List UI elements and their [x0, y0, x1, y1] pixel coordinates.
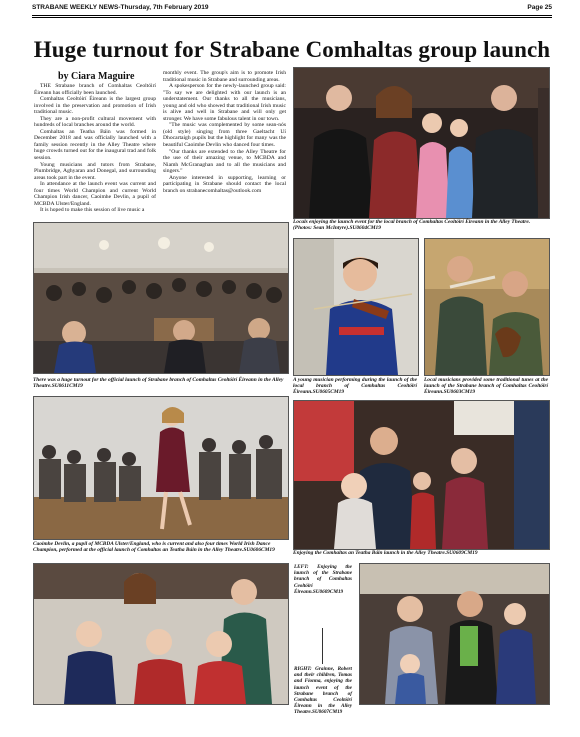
photo-father-child: [293, 400, 550, 550]
paragraph: "The music was complemented by some sean-nós (old style) singing from three Gaeltacht Uí Dhocartaigh pupils but the highlight for many was the beautiful Caoimhe Devlin who danced four times.: [163, 122, 286, 149]
paragraph: monthly event. The group's aim is to promote Irish traditional music in Strabane and surrounding areas.: [163, 70, 286, 83]
paragraph: "Our thanks are extended to the Alley Theatre for the use of their amazing venue, to MCBDA and Niamh McGranaghan and to all the musicians and singers.": [163, 148, 286, 175]
article-column-2: [163, 70, 286, 194]
caption-left-note: LEFT: Enjoying the launch of the Strabane branch of Comhaltas Ceoltóirí Éireann.SU0609CM19: [294, 564, 352, 595]
paragraph: It is hoped to make this session of live music a: [40, 207, 145, 214]
paragraph: Comhaltas Ceoltóirí Éireann is the largest group involved in the preservation and promotion of Irish traditional music.: [34, 96, 156, 116]
photo-dancer: [33, 396, 289, 540]
caption-violinist: A young musician performing during the launch of the local branch of Comhaltas Ceoltóirí Éireann.SU0605CM19: [293, 377, 417, 396]
photo-musicians: [424, 238, 550, 376]
byline: by Ciara Maguire: [58, 71, 135, 82]
article-column-1: [34, 83, 156, 214]
page-header: [32, 4, 552, 14]
paragraph: THE Strabane branch of Comhaltas Ceoltóirí Éireann has officially been launched.: [34, 83, 156, 96]
photo-crowd: [33, 222, 289, 374]
header-rule: [32, 15, 552, 16]
header-rule-2: [32, 17, 552, 18]
paragraph: Anyone interested in supporting, learning or participating in Strabane should contact the local branch on strabanecomhaltas@outlook.com: [163, 174, 286, 194]
caption-musicians: Local musicians provided some traditional tunes at the launch of the Strabane branch of Comhaltas Ceoltóirí Éireann.SU0603CM19: [424, 377, 548, 396]
caption-divider: [322, 628, 323, 664]
caption-father-child: Enjoying the Comhaltas an Teatha Báin launch in the Alley Theatre.SU0609CM19: [293, 550, 478, 556]
caption-family-top: Locals enjoying the launch event for the local branch of Comhaltas Ceoltóirí Éireann in the Alley Theatre. (Photos: Sean McIntyre).SU0604CM19: [293, 219, 531, 232]
paragraph: In attendance at the launch event was current and four times World Champion and current World Champion Irish dancer, Caoimhe Devlin, a pupil of MCBDA Ulster/England.: [34, 181, 156, 207]
caption-right-note: RIGHT: Grainne, Robert and their children, Tomas and Fionna, enjoying the launch event of the Strabane branch of Comhaltas Ceoltóirí Éireann in the Alley Theatre.SU0607CM19: [294, 666, 352, 716]
page-number: Page 25: [527, 4, 552, 11]
paragraph: Comhaltas an Teatha Báin was formed in December 2018 and was officially launched with a family session recently in the Alley Theatre where huge crowds turned out for the inaugural trad and folk session.: [34, 128, 156, 162]
caption-crowd: There was a huge turnout for the official launch of Strabane branch of Comhaltas Ceoltóirí Éireann in the Alley Theatre.SU0611CM19: [33, 377, 284, 390]
paragraph: They are a non-profit cultural movement with hundreds of local branches around the world.: [34, 115, 156, 129]
paragraph: Young musicians and tutors from Strabane, Plumbridge, Aghyaran and Donegal, and surrounding areas took part in the event.: [34, 161, 156, 181]
headline: Huge turnout for Strabane Comhaltas group launch: [33, 37, 551, 62]
photo-children: [33, 563, 289, 705]
photo-violinist: [293, 238, 419, 376]
masthead: STRABANE WEEKLY NEWS-Thursday, 7th February 2019: [32, 4, 209, 11]
photo-family-top: [293, 67, 550, 219]
photo-family-bottom: [359, 563, 550, 705]
caption-dancer: Caoimhe Devlin, a pupil of MCBDA Ulster/England, who is current and also four times World Irish Dance Champion, performed at the official launch of Comhaltas an Teatha Báin in the Alley Theatre.SU0606CM19: [33, 541, 275, 554]
paragraph: A spokesperson for the newly-launched group said: "To say we are delighted with our launch is an understatement. Our thanks to all the musicians, young and old who showed that traditional Irish music is alive and well in Strabane and will only get stronger. We have some fabulous talent in our town.: [163, 83, 286, 122]
